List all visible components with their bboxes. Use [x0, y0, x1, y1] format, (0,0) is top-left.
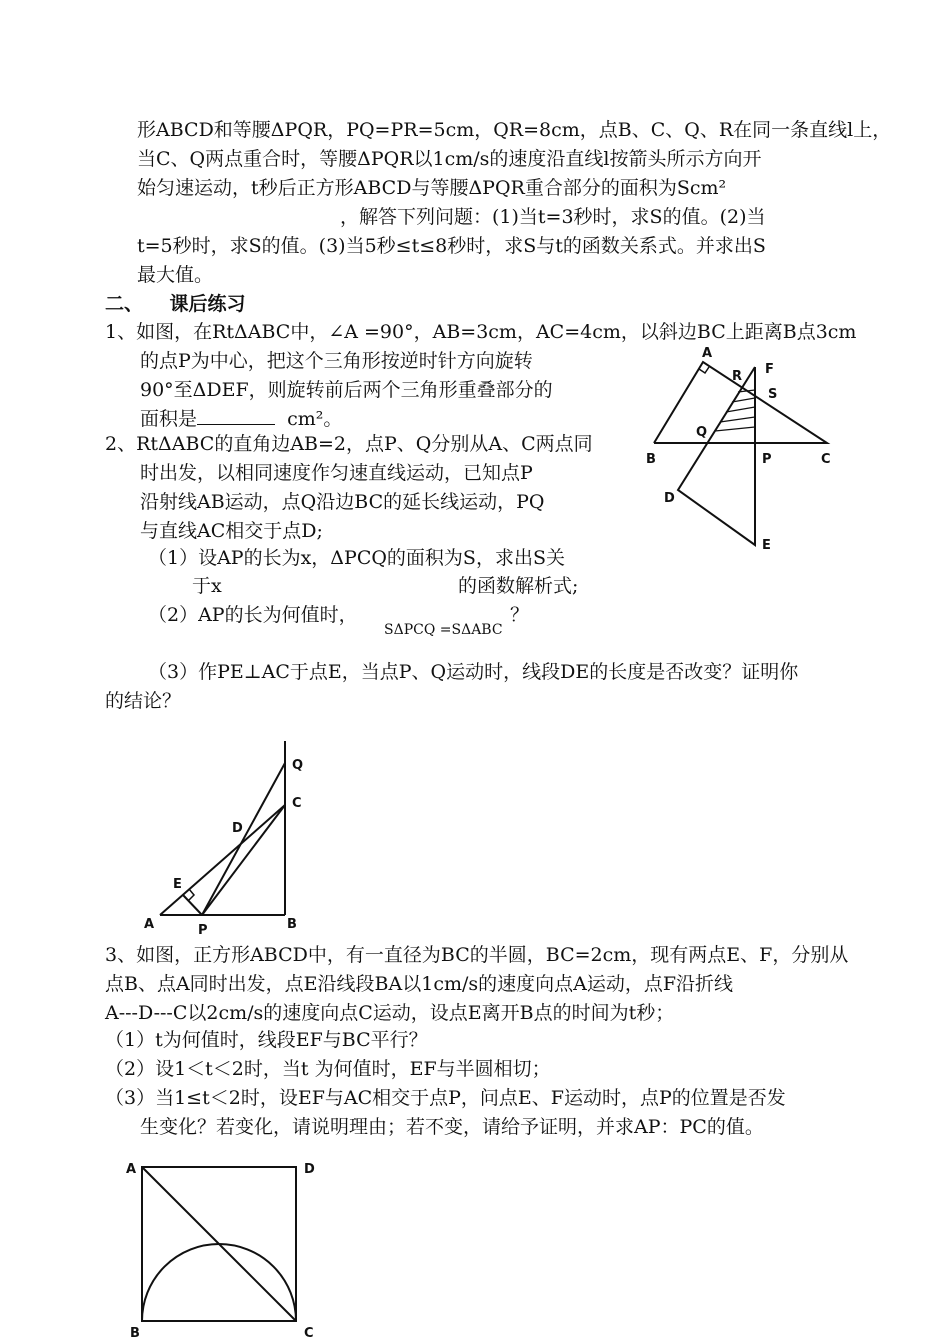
- figure-square-semicircle: [120, 1155, 320, 1342]
- q2-part2-b: ？: [510, 604, 530, 626]
- section-heading: 二、 课后练习: [105, 293, 246, 315]
- fig2-line-pq: [202, 763, 285, 915]
- fig1-label-q: Q: [696, 425, 708, 440]
- fig2-label-q: Q: [292, 758, 304, 773]
- q3-part3-a: （3）当1≤t＜2时，设EF与AC相交于点P，问点E、F运动时，点P的位置是否发: [105, 1087, 786, 1109]
- fig2-label-p: P: [198, 923, 208, 938]
- q2-part2-a: （2）AP的长为何值时，: [148, 604, 358, 626]
- fig1-label-e: E: [762, 538, 771, 553]
- prev-line-1: 形ABCD和等腰ΔPQR，PQ=PR=5cm，QR=8cm，点B、C、Q、R在同一条直线l上，: [137, 119, 892, 141]
- q1-answer-blank[interactable]: [197, 406, 275, 425]
- q3-line-1: 3、如图，正方形ABCD中，有一直径为BC的半圆，BC=2cm，现有两点E、F，分别从: [105, 944, 849, 966]
- q2-part3-b: 的结论？: [105, 690, 182, 712]
- fig3-label-b: B: [130, 1326, 140, 1341]
- q2-part1-c: 的函数解析式;: [458, 575, 579, 597]
- q1-line-2: 的点P为中心，把这个三角形按逆时针方向旋转: [140, 350, 533, 372]
- fig3-semicircle: [142, 1244, 296, 1321]
- q2-line-4: 与直线AC相交于点D;: [140, 520, 323, 542]
- fig2-line-pe: [183, 895, 202, 915]
- q3-part1: （1）t为何值时，线段EF与BC平行？: [105, 1029, 428, 1051]
- fig3-label-a: A: [126, 1162, 137, 1177]
- fig2-line-pc: [202, 805, 285, 915]
- q2-line-1: 2、RtΔABC的直角边AB=2，点P、Q分别从A、C两点同: [105, 433, 593, 455]
- q1-line-1: 1、如图，在RtΔABC中，∠A =90°，AB=3cm，AC=4cm，以斜边BC上距离B点3cm: [105, 321, 857, 343]
- fig1-label-r: R: [732, 369, 743, 384]
- fig1-triangle-def: [678, 367, 755, 545]
- fig1-label-s: S: [768, 387, 778, 402]
- fig1-label-p: P: [762, 452, 772, 467]
- figure-moving-points: [140, 735, 320, 938]
- prev-line-6: 最大值。: [137, 264, 214, 286]
- fig1-label-d: D: [664, 491, 675, 506]
- q2-line-3: 沿射线AB运动，点Q沿边BC的延长线运动，PQ: [140, 491, 545, 513]
- q3-part2: （2）设1＜t＜2时，当t 为何值时，EF与半圆相切；: [105, 1058, 551, 1080]
- q1-line-3: 90°至ΔDEF，则旋转前后两个三角形重叠部分的: [140, 379, 553, 401]
- fig1-label-b: B: [646, 452, 656, 467]
- fig2-line-ac: [160, 805, 285, 915]
- q1-unit: cm²。: [287, 408, 343, 430]
- fig1-overlap-hatch: [715, 390, 755, 431]
- fig3-label-c: C: [304, 1326, 314, 1341]
- q2-line-2: 时出发，以相同速度作匀速直线运动，已知点P: [140, 462, 533, 484]
- prev-line-2: 当C、Q两点重合时，等腰ΔPQR以1cm/s的速度沿直线l按箭头所示方向开: [137, 148, 762, 170]
- q2-part1-a: （1）设AP的长为x，ΔPCQ的面积为S，求出S关: [148, 547, 565, 569]
- q2-part3-a: （3）作PE⊥AC于点E，当点P、Q运动时，线段DE的长度是否改变？证明你: [148, 661, 799, 683]
- fig2-label-c: C: [292, 796, 302, 811]
- fig1-label-f: F: [765, 362, 774, 377]
- prev-line-5: t=5秒时，求S的值。(3)当5秒≤t≤8秒时，求S与t的函数关系式。并求出S: [137, 235, 766, 257]
- figure-rotated-triangles: [640, 340, 850, 555]
- prev-line-4: ，解答下列问题：(1)当t=3秒时，求S的值。(2)当: [340, 206, 766, 228]
- fig2-label-b: B: [287, 917, 297, 932]
- prev-line-3: 始匀速运动，t秒后正方形ABCD与等腰ΔPQR重合部分的面积为Scm²: [137, 177, 727, 199]
- fig2-label-a: A: [144, 917, 155, 932]
- fig2-label-e: E: [173, 877, 182, 892]
- q3-line-3: A---D---C以2cm/s的速度向点C运动，设点E离开B点的时间为t秒；: [105, 1002, 675, 1024]
- q1-line-4: [140, 405, 342, 433]
- fig1-label-c: C: [821, 452, 831, 467]
- q1-area-label: 面积是: [140, 408, 198, 430]
- q2-part2-formula: SΔPCQ =SΔABC: [384, 622, 503, 638]
- fig1-label-a: A: [702, 346, 713, 361]
- q3-line-2: 点B、点A同时出发，点E沿线段BA以1cm/s的速度向点A运动，点F沿折线: [105, 973, 734, 995]
- fig2-label-d: D: [232, 821, 243, 836]
- q3-part3-b: 生变化？若变化，请说明理由；若不变，请给予证明，并求AP：PC的值。: [140, 1116, 764, 1138]
- fig3-label-d: D: [304, 1162, 315, 1177]
- q2-part1-b: 于x: [192, 575, 222, 597]
